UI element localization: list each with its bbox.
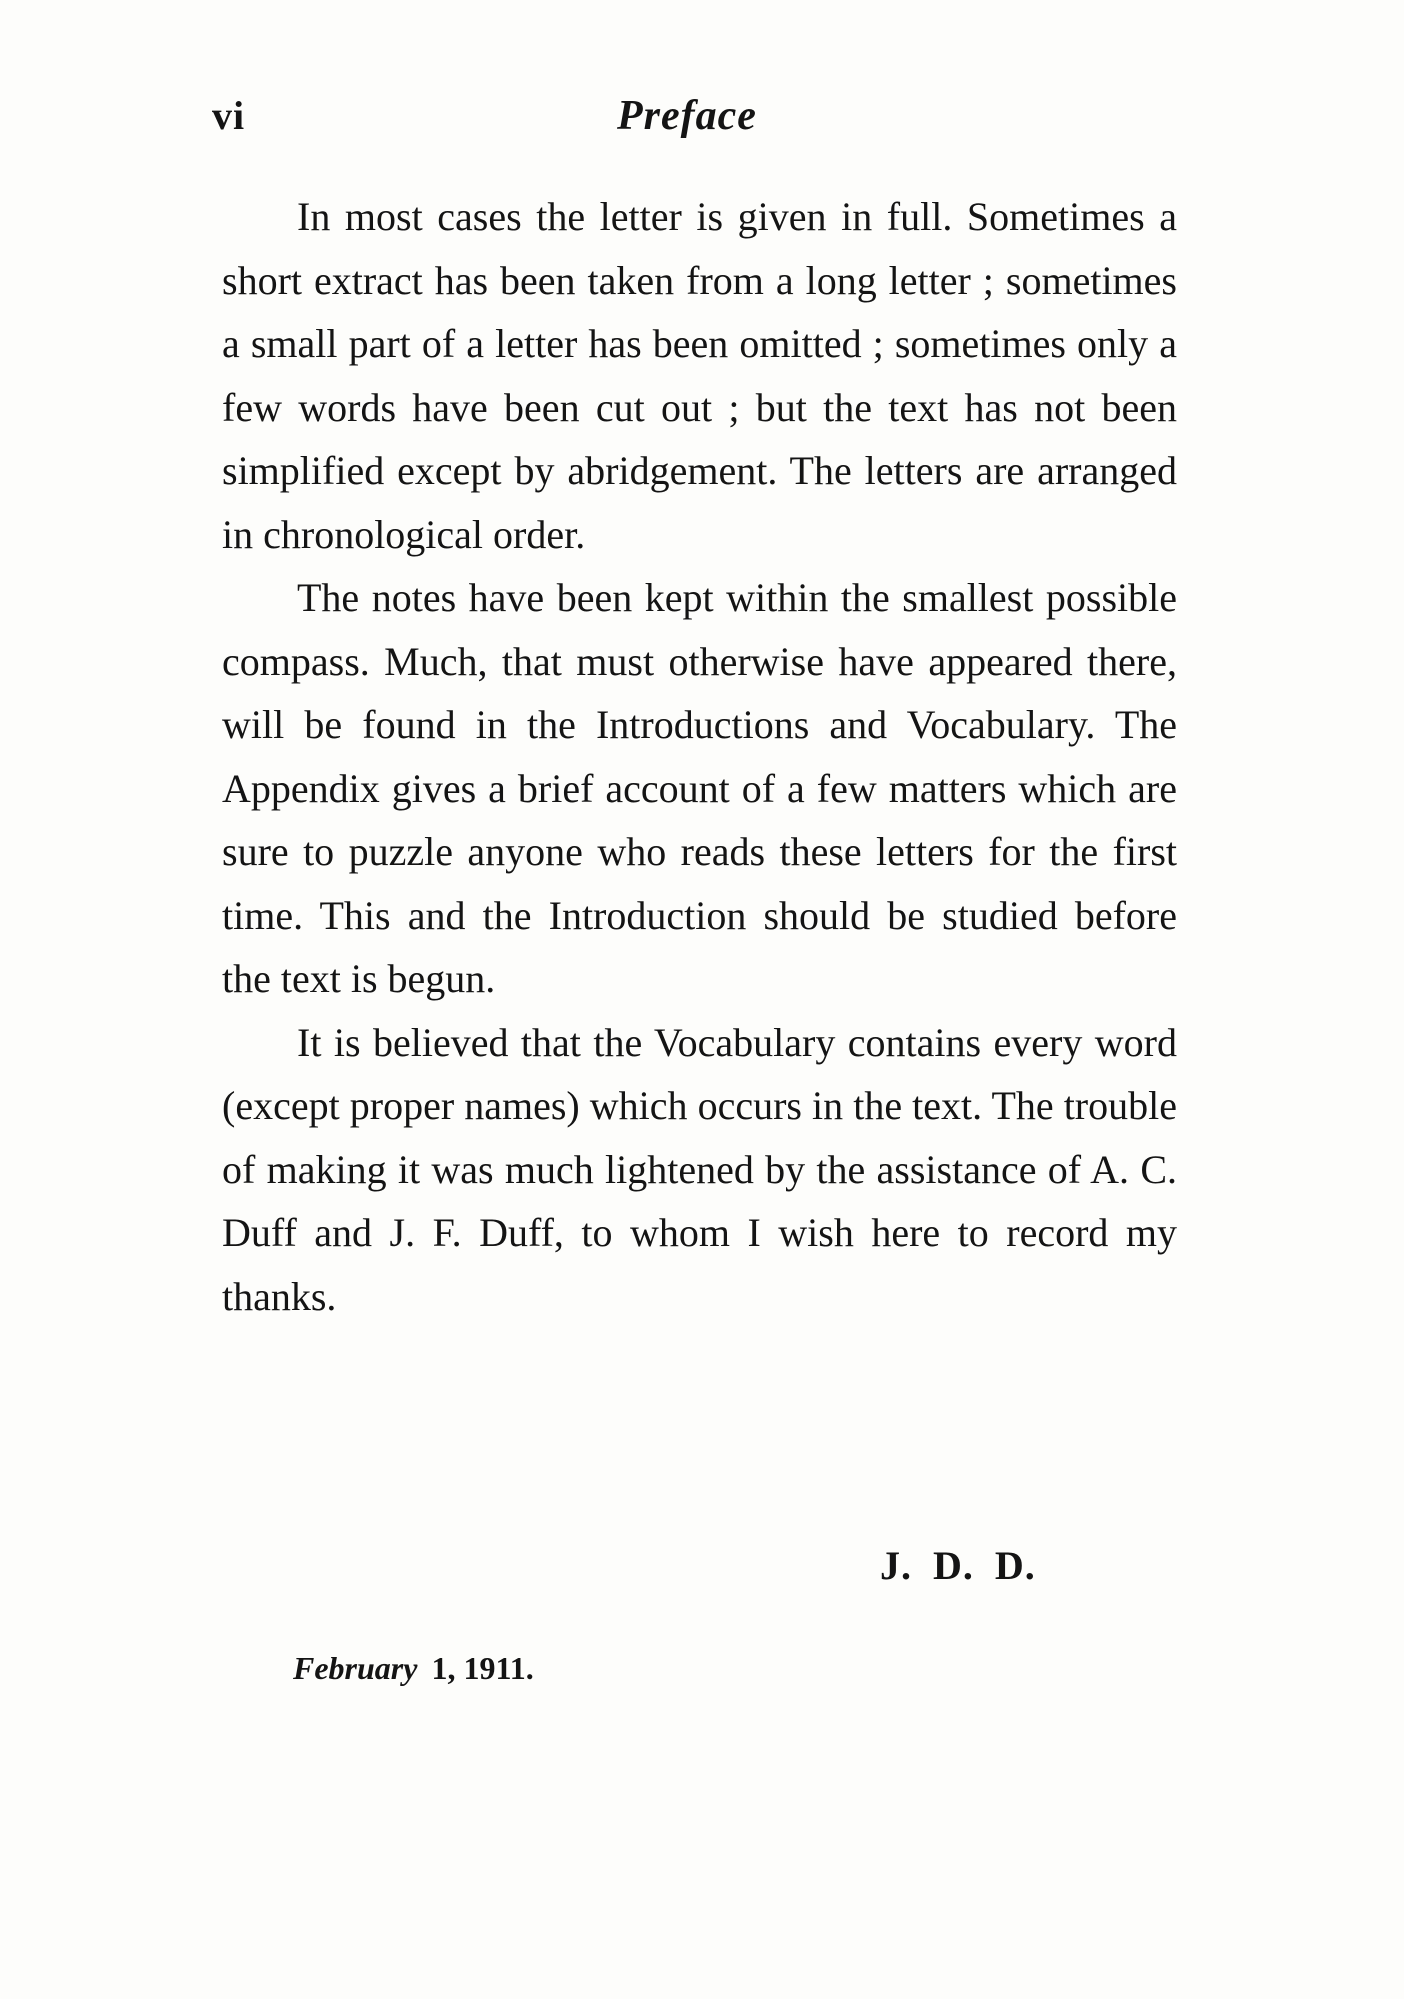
preface-body	[222, 185, 1177, 1328]
paragraph-3: It is believed that the Vocabulary contains every word (except proper names) which occurs in the text. The trouble of making it was much lightened by the assistance of A. C. Duff and J. F. Duff, to whom I wish here to record my thanks.	[222, 1019, 1177, 1319]
dateline-month: February	[293, 1650, 418, 1686]
running-head	[212, 92, 1172, 152]
dateline-date: 1, 1911.	[431, 1650, 534, 1686]
dateline	[293, 1650, 534, 1687]
page-number: vi	[212, 93, 246, 138]
paragraph-2: The notes have been kept within the smallest possible compass. Much, that must otherwise have appeared there, will be found in the Introductions and Vocabulary. The Appendix gives a brief account of a few matters which are sure to puzzle anyone who reads these letters for the first time. This and the Introduction should be studied before the text is begun.	[222, 575, 1177, 1001]
author-initials: J. D. D.	[880, 1543, 1036, 1588]
running-title: Preface	[617, 93, 757, 139]
paragraph-1: In most cases the letter is given in full. Sometimes a short extract has been taken from a long letter ; sometimes a small part of a letter has been omitted ; sometimes only a few words have been cut out ; but the text has not been simplified except by abridgement. The letters are arranged in chronological order.	[222, 194, 1177, 557]
